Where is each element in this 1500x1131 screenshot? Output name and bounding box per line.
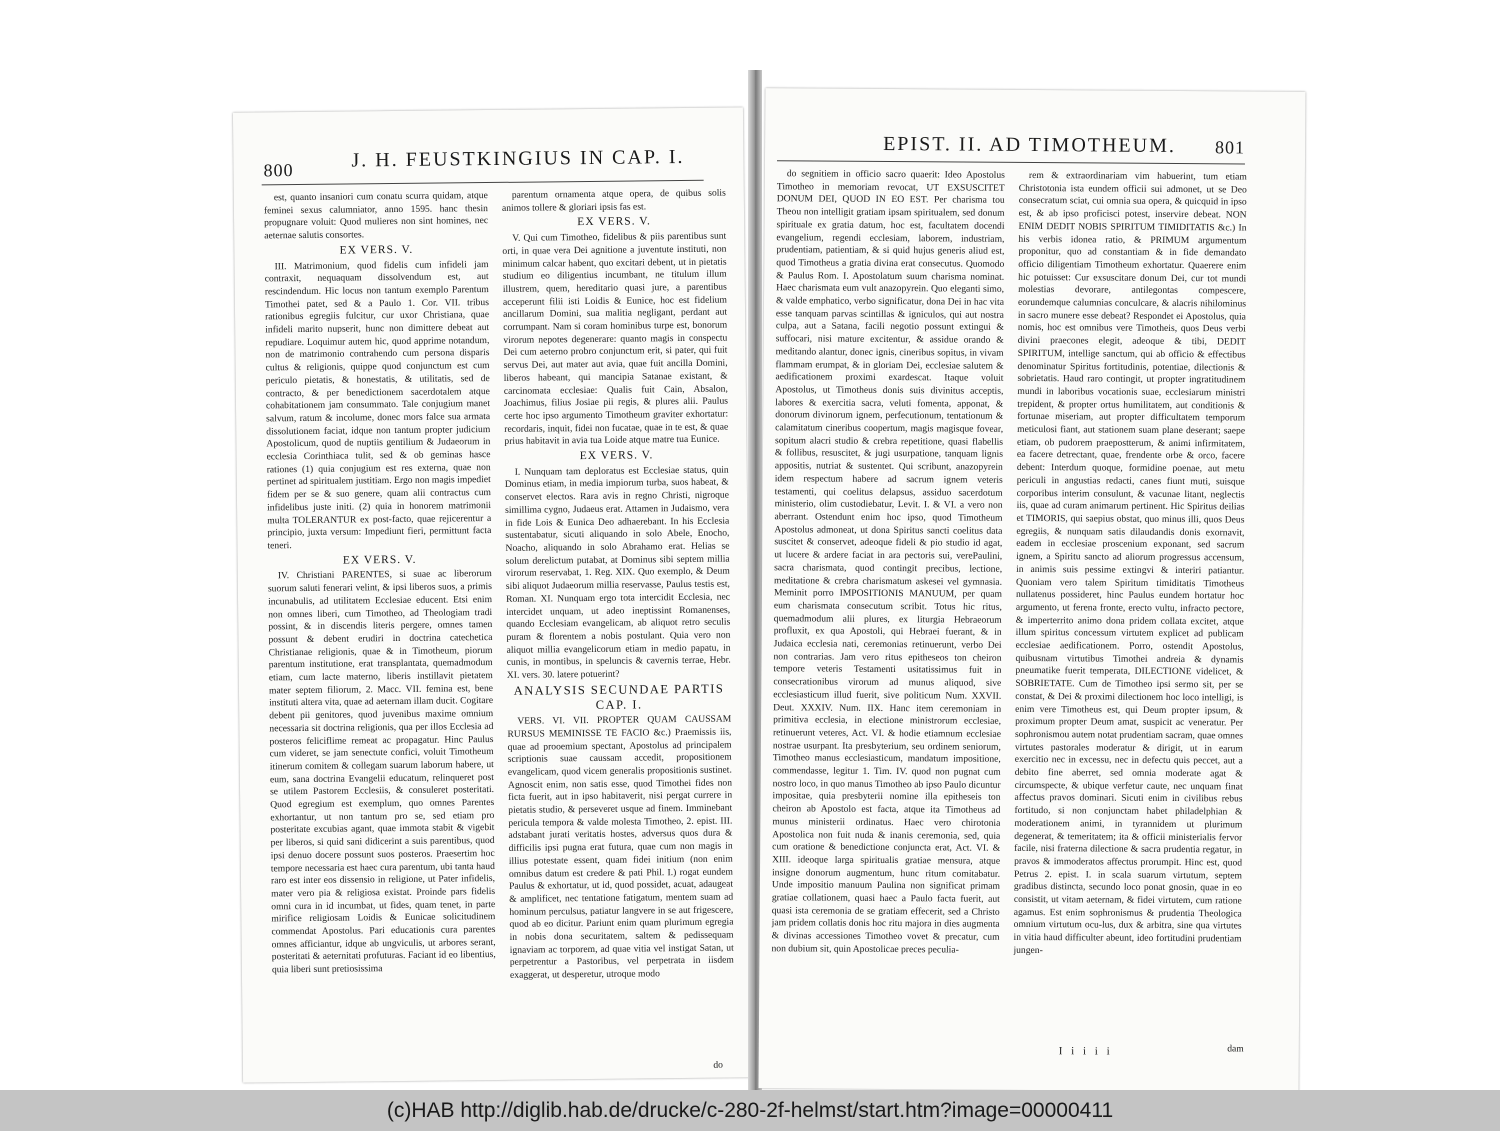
- right-columns: [771, 168, 1247, 1071]
- section-heading: ANALYSIS SECUNDAE PARTIS: [513, 681, 725, 698]
- section-heading: EX VERS. V.: [577, 215, 651, 229]
- paragraph: V. Qui cum Timotheo, fidelibus & piis parentibus sunt orti, in quae vera Dei agnitione a juventute instituti, non minimum calcar habent, quo excitari debent, ut in pietatis studium eo diligentius incumbant, ne titulum illum illustrem, quem, hereditario quasi jure, a parentibus acceperunt filii isti Loidis & Eunice, hoc est fidelium ancillarum Domini, sua malitia negligant, perdant aut corrumpant. Nam si coram hominibus turpe est, bonorum virorum nepotes degenerare: quanto magis in conspectu Dei cum aeterno probro conjunctum erit, si pater, qui fuit servus Dei, aut mater aut avia, quae fuit ancilla Domini, liberos habeant, qui mancipia Satanae existant, & carcinomata ecclesiae: Qualis fuit Cain, Absalon, Joachimus, filius Josiae pii regis, & plures alii. Paulus certe hoc ipso argumento Timotheum graviter exhortatur: recordaris, inquit, fidei non fucatae, quae in te est, & quae prius habitavit in avia tua Loide atque matre tua Eunice.: [502, 230, 729, 448]
- paragraph: III. Matrimonium, quod fidelis cum infideli jam contraxit, nequaquam dissolvendum est, aut rescindendum. Hic locus non tantum exemplo Parentum Timothei patet, sed & a Paulo 1. Cor. VII. tribus rationibus egregiis fulcitur, cur uxor Christiana, quae infideli marito nupserit, hunc non dimittere debeat aut repudiare. Loquimur autem hic, quod apprime notandum, non de matrimonio contrahendo cum persona disparis cultus & religionis, quippe quod conjunctum est cum periculo pietatis, & honestatis, & utilitatis, sed de contracto, & per benedictionem sacerdotalem atque cohabitationem jam consummato. Tale conjugium manet salvum, ratum & incolume, donec mors falce sua armata dissolutionem faciat, idque non tantum propter judicium Apostolicum, quod de nuptiis gentilium & Judaeorum in ecclesia Corinthiaca tulit, sed & ob geminas hasce rationes (1) quia conjugium est res externa, quae non pertinet ad spiritualem justitiam. Ergo non magis impediet fidem per se & suo genere, quam alii contractus cum infidelibus juste initi. (2) quia in honorem matrimonii multa TOLERANTUR ex post-facto, quae rejicerentur a principio, juxta versum: Impediunt fieri, permittunt facta teneri.: [264, 258, 492, 552]
- paragraph: do segnitiem in officio sacro quaerit: Ideo Apostolus Timotheo in memoriam revocat, UT EXSUSCITET DONUM DEI, QUOD IN EO EST. Per charisma tou Theou non intelligit gratiam ipsam spiritualem, sed donum spirituale ex gratia datum, hoc est, facultatem docendi evangelium, regendi ecclesiam, laborem, industriam, prudentiam, patientiam, & si quid hujus generis aliud est, quod Timotheus a gratia divina erat consecutus. Quomodo & Paulus Rom. I. Apostolatum suum charisma nominat. Haec charismata eum vult anazopyrein. Quo eleganti simo, & valde emphatico, verbo significatur, dona Dei in hac vita esse tanquam parvas scintillas & igniculos, qui aut nostra culpa, aut a Satana, facili negotio possunt extingui & suffocari, nisi mature excitentur, & assidue orando & meditando alantur, donec ignis, cineribus sopitus, in vivam flammam erumpat, & in gloriam Dei, ecclesiae salutem & aedificationem proximi exardescat. Itaque voluit Apostolus, ut Timotheus donis suis divinitus acceptis, labores & exercitia sacra, veluti fomenta, apponat, & donorum divinorum ignem, perfecutionum, tentationum & calamitatum cineribus coopertum, magis magisque fovear, sopitum alacri studio & crebra repetitione, quasi flabellis & follibus, resuscitet, & jugi usurpatione, tanquam lignis appositis, nutriat & sustentet. Qui scribunt, anazopyrein idem respectum habere ad sacrum ignem veteris testamenti, qui coelitus delapsus, assiduo sacerdotum ministerio, olim custodiebatur, Levit. I. & VI. a vero non aberrant. Ostendunt enim hoc ipso, quod Timotheum Apostolus admoneat, ut dona Spiritus sancti coelitus data suscitet & conservet, adeoque fideli & pio studio id agat, ut lucere & ardere faciat in ara pectoris sui, verePaulini, sacra charismata, quod contingit precibus, lectione, meditatione & crebra charismatum askesei vel gymnasia. Meminit porro IMPOSITIONIS MANUUM, per quam eum charismata consecutum scribit. Totus hic ritus, quemadmodum alii plures, ex liturgia Hebraeorum profluxit, ex qua Apostoli, qui Hebraei fuerant, & in Judaica ecclesia nati, ceremonias retinuerunt, verbo Dei non contrarias. Jam vero ritus epitheseos ton cheiron tempore veteris Testamenti usitatissimus fuit in consecrationibus virorum ad munus aliquod, sive ecclesiasticum illud fuerit, sive politicum Num. XXVII. Deut. XXXIV. Num. IIX. Hanc item ceremoniam in primitiva ecclesia, in electione ministrorum ecclesiae, retinuerunt veteres, Act. VI. & hodie etiamnum ecclesiae nostrae usurpant. Ita presbyterium, seu ordinem seniorum, Timotheo manus ecclesiasticum, mandatum impositione, commendasse, legitur 1. Tim. IV. quod non pugnat cum nostro loco, in quo manus Timotheo ab ipso Paulo dicuntur impositae, quia presbyterii nomine illa epitheseis ton cheiron ab Apostolo est facta, atque ita Timotheus ad munus ministerii ordinatus. Haec vero chirotonia Apostolica non fuit nuda & inanis ceremonia, sed, quia cum oratione & benedictione conjuncta erat, Act. VI. & XIII. ideoque larga spiritualis gratiae mensura, atque insigne donorum augmentum, hunc ritum comitabatur. Unde impositio manuum Paulina non significat primam gratiae collationem, quasi haec a Paulo facta fuerit, aut quasi ista ceremonia de se gratiam effecerit, sed a Christo jam pridem collatis donis hoc ritu majora in dies augmenta & divinas accessiones Timotheo vovet & precatur, cum non dubium sit, quin Apostolicae preces peculia-: [771, 168, 1005, 956]
- right-column-2: [1013, 170, 1247, 1072]
- right-running-title: EPIST. II. AD TIMOTHEUM.: [883, 132, 1176, 157]
- left-page: [233, 107, 753, 1082]
- paragraph: est, quanto insaniori cum conatu scurra quidam, atque feminei sexus calumniator, anno 1595. hanc thesin propugnare voluit: Quod mulieres non sint homines, nec aeternae salutis consortes.: [263, 190, 489, 242]
- paragraph: parentum ornamenta atque opera, de quibus solis animos tollere & gloriari ipsis fas est.: [501, 187, 726, 214]
- paragraph: rem & extraordinariam vim habuerint, tum etiam Christotonia ista eundem officii sui admonet, ut se Deo consecratum sciat, cui omnia sua opera, & quicquid in ipso est, & ab ipso proficisci potest, inservire debeat. NON ENIM DEDIT NOBIS SPIRITUM TIMIDITATIS &c.) In his verbis idonea ratio, & PRIMUM argumentum proponitur, quo ad constantiam & in fide demandato officio diligentiam Timotheum exhortatur. Quaerere enim hic potuisset: Cur exsuscitare donum Dei, cur tot mundi molestias devorare, antilegontas compescere, eorundemque calumnias conculcare, & alacris nihilominus in sacro munere esse debeat? Respondet ei Apostolus, quia nomis, hoc est omnibus vere Timotheis, quos Deus verbi divini praecones elegit, adeoque & tibi, DEDIT SPIRITUM, intellige sanctum, qui ab officio & effectibus denominatur Spiritus fortitudinis, potentiae, dilectionis & sobrietatis. Haud raro contingit, ut propter ingratitudinem mundi in laboribus vocationis suae, ecclesiarum ministri trepident, & propter ortus humilitatem, aut conditionis & fortunae miseriam, aut propter difficultatem temporum meticulosi fiant, aut stationem suam plane deserant; saepe etiam, ob pudorem praepostterum, & animi infirmitatem, ea facere detrectant, quae, frendente orbe & orco, facere debent: Interdum quoque, formidine poenae, aut metu periculi in angustias redacti, canes fiunt muti, suisque corporibus interim consulunt, & vacunae litant, neglectis iis, quae ad curam animarum pertinent. Hic Spiritus deilias et TIMORIS, qui saepius obstat, quo minus illi, quos Deus egregiis, & nunquam satis dilaudandis donis exornavit, eadem in ecclesiae proscenium exponant, sed sacrum ignem, a Spiritu sancto ad aliorum progressus accensum, in animis suis pessime extingvi & interiri patiantur. Quoniam vero talem Spiritum timiditatis Timotheus nullatenus possideret, hinc Paulus eundem hortatur hoc argumento, ut ferena fronte, erecto vultu, infracto pectore, & imperterrito animo dona pridem collata excitet, atque illum spiritus concessum virtutem explicet ad publicam ecclesiae aedificationem. Porro, ostendit Apostolus, quibusnam virtutibus Timothei andreia & dynamis pneumatike fuerit temperata, DILECTIONE videlicet, & SOBRIETATE. Cum de Timotheo ipsi sermo sit, per se constat, & Dei & proximi dilectionem hoc loco intelligi, is enim vere Timotheus est, qui Deum propter ipsum, & proximum propter Deum amat, suspicit ac veneratur. Per sophronismou autem notat prudentiam sacram, quae omnes virtutes pastorales moderatur & dirigit, ut in earum exercitio nec in excessu, nec in defectu quis peccet, aut a debito fine aberret, sed omnia moderate agat & circumspecte, & ubique verfetur caute, nec unquam finat affectus pravos dominari. Sicuti enim in civilibus rebus fortitudo, si non conjunctam habet philadelphian & moderationem animi, in tyrannidem ut plurimum degenerat, & temeritatem; ita & officii ministerialis fervor facile, nisi fraterna dilectione & sacra prudentia regatur, in pravos & immoderatos affectus prorumpit. Hinc est, quod Petrus 2. epist. I. in scala suarum virtutum, septem gradibus distincta, secundo loco ponat gnosin, quae in eo consistit, ut vitam aeternam, & fidei virtutem, cum ratione agamus. Est enim sophronismus & prudentia Theologica omnium virtutum ocu-lus, dux & arbitra, sine qua virtutes in vitia haud difficulter abeunt, ideo fortitudini prudentiam jungen-: [1013, 169, 1247, 956]
- footer-bar: [0, 1090, 1500, 1131]
- section-heading: EX VERS. V.: [342, 553, 417, 567]
- section-heading: CAP. I.: [595, 697, 643, 713]
- right-column-1: [771, 168, 1005, 1070]
- scan-background: [0, 0, 238, 1090]
- left-header-rule: [262, 180, 704, 186]
- paragraph: IV. Christiani PARENTES, si suae ac liberorum suorum saluti fenerari velint, & ipsi liberos suos, a primis incunabulis, ad utilitatem Ecclesiae educent. Etsi enim non omnes liberi, cum Timotheo, ad Theologiam tradi possint, & in discendis literis pergere, omnes tamen possunt & debent erudiri in doctrina catechetica Christianae religionis, quae & in Timotheum, piorum parentum institutione, erat transplantata, quemadmodum etiam, cum lacte materno, liberis instillavit pietatem mater septem filiorum, 2. Macc. VII. femina est, bene instituti altera vita, quae ad aeternam illam ducit. Cogitare debent pii genitores, quod juvenibus maxime omnium necessaria sit doctrina religionis, qua per illos Ecclesia ad posteros feliciflime remeat ac propagatur. Hinc Paulus cum videret, se jam senectute confici, voluit Timotheum itinerum comitem & collegam suarum laborum habere, ut eum, sana doctrina Evangelii educatum, relinqueret post se utilem Pastorem Ecclesiis, & consuleret posteritati. Quod egregium est exemplum, quo omnes Parentes exhortantur, ut non tantum pro se, sed etiam pro posteritate excubias agant, quae immota stabit & vigebit per liberos, si quid sani didicerint a suis parentibus, quod ipsi denuo docere possunt suos posteros. Praesertim hoc tempore necessaria est haec cura parentum, ubi tanta haud raro est inter eos dissensio in religione, ut Pater infidelis, mater vero pia & religiosa existat. Proinde pars fidelis omni cura in id incumbat, ut fides, quam tenet, in parte mirifice religiosam Loidis & Eunicae solicitudinem commendat Apostolus. Pari educationis cura parentes omnes afficiantur, idque ab ungviculis, ut arbores serant, posteritati & aeternitati profuturas. Faciant id eo libentius, quia liberi sunt pretiosissima: [267, 568, 496, 976]
- footer-citation: (c)HAB http://diglib.hab.de/drucke/c-280-2f-helmst/start.htm?image=00000411: [386, 1098, 1114, 1122]
- right-page-number: 801: [1215, 137, 1246, 158]
- left-running-title: J. H. FEUSTKINGIUS IN CAP. I.: [351, 145, 685, 172]
- signature-mark: I i i i i: [1058, 1045, 1113, 1058]
- left-column-1: [264, 190, 497, 1072]
- left-column-2: [502, 188, 735, 1070]
- right-header-rule: [777, 160, 1245, 164]
- paragraph: VERS. VI. VII. PROPTER QUAM CAUSSAM RURSUS MEMINISSE TE FACIO &c.) Praemissis iis, quae ad prooemium spectant, Apostolus ad principalem scriptionis suae caussam accedit, propositionem evangelicam, quod vicem generalis propositionis sustinet. Agnoscit enim, non satis esse, quod Timothei fides non ficta fuerit, aut in ipso habitaverit, nisi pergat currere in pietatis studio, & perseveret usque ad finem. Imminebant pericula tempora & valde molesta Timotheo, 2. epist. III. adstabant jurati veritatis hostes, adversus quos dura & difficilis ipsi pugna erat futura, quae cum non magis in illius potestate essent, quam fidei initium (non enim omnibus datum est credere & pati Phil. I.) rogat eundem Paulus & exhortatur, ut id, quod possidet, acuat, adaugeat & amplificet, nec tentatione fatigatum, mentem suam ad hominum perculsus, patiatur langvere in se aut frigescere, quod ab eo dicitur. Pariunt enim quam plurimum egregia in nobis dona securitatem, saltem & pedissequam ignaviam ac torporem, ad quae vitia vel instigat Satan, ut perpetrentur a Pastoribus, vel perpetrata in iisdem exaggerat, ut desperetur, utroque modo: [507, 713, 734, 982]
- section-heading: EX VERS. V.: [579, 449, 654, 463]
- section-heading: EX VERS. V.: [339, 243, 414, 257]
- left-page-number: 800: [263, 160, 294, 181]
- right-page: [759, 88, 1306, 1092]
- left-columns: [264, 188, 735, 1073]
- paragraph: I. Nunquam tam deploratus est Ecclesiae status, quin Dominus etiam, in media impiorum turba, suos habeat, & conservet electos. Rara avis in regno Christi, nigroque simillima cygno, Judaeus erat. Attamen in Judaismo, vera in fide Lois & Eunica Deo adhaerebant. In his Ecclesia sustentabatur, sicuti aliquando in solo Abele, Enocho, Noacho, aliquando in solo Abrahamo erat. Helias se solum derelictum putabat, at Dominus sibi septem millia virorum reservabat, 1. Reg. XIX. Quo exemplo, & Deum sibi aliquot Judaeorum millia reservasse, Paulus testis est, Roman. XI. Nunquam ergo tota intercidit Ecclesia, nec intercidet unquam, ut adeo ineptissint Romanenses, quando Ecclesiam evangelicam, ab aliquot retro seculis puram & florentem a nobis postulant. Quia vero non aliquot millia evangelicorum etiam in medio papatu, in cunis, in montibus, in speluncis & cavernis terrae, Hebr. XI. vers. 30. latere potuerint?: [504, 464, 731, 681]
- right-catchword: dam: [1227, 1043, 1244, 1055]
- left-catchword: do: [713, 1059, 723, 1071]
